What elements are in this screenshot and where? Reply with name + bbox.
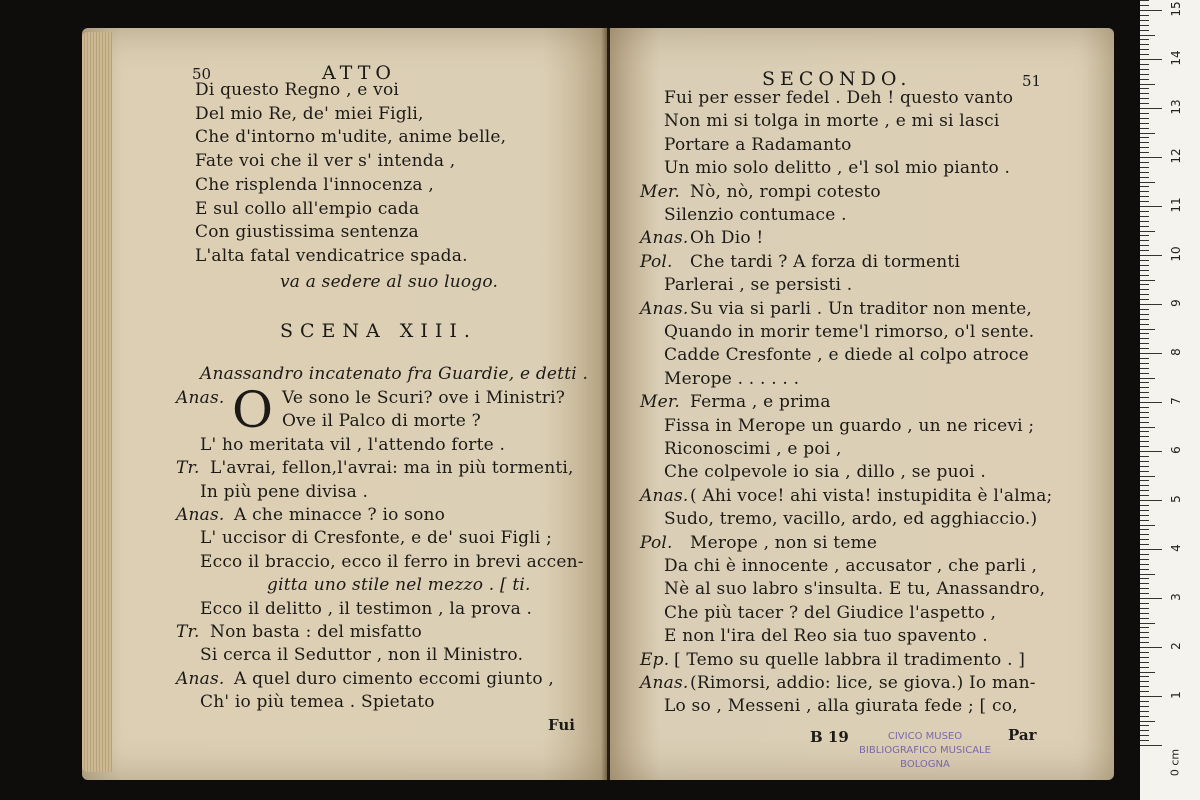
ruler-tick bbox=[1140, 686, 1149, 687]
ruler-number: 13 bbox=[1169, 99, 1183, 115]
ruler-tick bbox=[1140, 382, 1149, 383]
ruler-tick bbox=[1140, 39, 1149, 40]
ruler-tick bbox=[1140, 706, 1149, 707]
ruler-tick bbox=[1140, 304, 1162, 305]
speaker-label: Anas. bbox=[640, 673, 689, 693]
ruler-tick bbox=[1140, 88, 1149, 89]
ruler-tick bbox=[1140, 745, 1162, 746]
dialogue-line: Lo so , Messeni , alla giurata fede ; [ co, bbox=[664, 696, 1018, 717]
ruler-tick bbox=[1140, 637, 1149, 638]
open-book bbox=[82, 28, 1114, 780]
ruler-tick bbox=[1140, 206, 1162, 207]
verse-line: Fate voi che il ver s' intenda , bbox=[195, 151, 456, 172]
ruler-tick bbox=[1140, 735, 1149, 736]
ruler-tick bbox=[1140, 103, 1149, 104]
ruler-tick bbox=[1140, 721, 1155, 722]
ruler-tick bbox=[1140, 554, 1149, 555]
scene-cast: Anassandro incatenato fra Guardie, e detti . bbox=[200, 364, 589, 384]
dialogue-line: L' uccisor di Cresfonte, e de' suoi Figli ; bbox=[200, 528, 553, 549]
ruler-number: 5 bbox=[1169, 495, 1183, 503]
dialogue-line: A quel duro cimento eccomi giunto , bbox=[234, 668, 554, 689]
drop-cap: O bbox=[232, 381, 273, 439]
ruler-tick bbox=[1140, 427, 1155, 428]
ruler-tick bbox=[1140, 30, 1149, 31]
ruler-number: 11 bbox=[1169, 197, 1183, 213]
ruler-number: 2 bbox=[1169, 642, 1183, 650]
dialogue-line: Ove il Palco di morte ? bbox=[282, 411, 481, 432]
ruler-tick bbox=[1140, 417, 1149, 418]
ruler-tick bbox=[1140, 696, 1162, 697]
ruler-tick bbox=[1140, 657, 1149, 658]
ruler-tick bbox=[1140, 681, 1149, 682]
ruler-tick bbox=[1140, 407, 1149, 408]
ruler-tick bbox=[1140, 642, 1149, 643]
ruler-tick bbox=[1140, 711, 1149, 712]
ruler-tick bbox=[1140, 569, 1149, 570]
ruler-tick bbox=[1140, 216, 1149, 217]
ruler-tick bbox=[1140, 387, 1149, 388]
ruler-tick bbox=[1140, 245, 1149, 246]
speaker-label: Anas. bbox=[176, 388, 225, 408]
ruler-tick bbox=[1140, 466, 1149, 467]
ruler-tick bbox=[1140, 627, 1149, 628]
speaker-label: Mer. bbox=[640, 181, 680, 202]
dialogue-line: Non mi si tolga in morte , e mi si lasci bbox=[664, 111, 1000, 132]
dialogue-line: A che minacce ? io sono bbox=[234, 505, 446, 525]
ruler-tick bbox=[1140, 520, 1149, 521]
ruler-tick bbox=[1140, 15, 1149, 16]
dialogue-line: Fissa in Merope un guardo , un ne ricevi ; bbox=[664, 415, 1035, 436]
dialogue-line: Che tardi ? A forza di tormenti bbox=[690, 251, 961, 272]
ruler-tick bbox=[1140, 534, 1149, 535]
ruler-tick bbox=[1140, 588, 1149, 589]
ruler-tick bbox=[1140, 676, 1149, 677]
ruler-tick bbox=[1140, 182, 1155, 183]
ruler-tick bbox=[1140, 137, 1149, 138]
ruler-tick bbox=[1140, 44, 1149, 45]
ruler-tick bbox=[1140, 54, 1149, 55]
signature-mark: B 19 bbox=[810, 728, 849, 746]
left-page-number: 50 bbox=[192, 65, 212, 83]
ruler-number: 10 bbox=[1169, 246, 1183, 262]
ruler-tick bbox=[1140, 544, 1149, 545]
library-stamp bbox=[852, 730, 998, 772]
ruler-tick bbox=[1140, 59, 1162, 60]
ruler-tick bbox=[1140, 5, 1149, 6]
ruler-tick bbox=[1140, 133, 1155, 134]
dialogue-line: Ferma , e prima bbox=[690, 392, 831, 413]
dialogue-line: Ecco il delitto , il testimon , la prova . bbox=[200, 598, 533, 619]
speaker-label: Pol. bbox=[640, 251, 673, 272]
ruler-tick bbox=[1140, 613, 1149, 614]
ruler-number: 3 bbox=[1169, 593, 1183, 601]
ruler-tick bbox=[1140, 147, 1149, 148]
ruler-tick bbox=[1140, 667, 1149, 668]
right-catchword: Par bbox=[1008, 726, 1037, 744]
speaker-label: Anas. bbox=[176, 668, 225, 689]
ruler-tick bbox=[1140, 505, 1149, 506]
verse-line: E sul collo all'empio cada bbox=[195, 198, 420, 219]
ruler-tick bbox=[1140, 490, 1149, 491]
dialogue-line: Silenzio contumace . bbox=[664, 205, 847, 225]
speaker-label: Anas. bbox=[640, 298, 689, 319]
dialogue-line: Da chi è innocente , accusator , che parli , bbox=[664, 556, 1038, 576]
ruler-tick bbox=[1140, 221, 1149, 222]
ruler-tick bbox=[1140, 436, 1149, 437]
dialogue-line: Che colpevole io sia , dillo , se puoi . bbox=[664, 462, 987, 483]
ruler-tick bbox=[1140, 35, 1155, 36]
page-edges bbox=[82, 32, 112, 772]
ruler-tick bbox=[1140, 314, 1149, 315]
dialogue-line: Merope . . . . . . bbox=[664, 368, 800, 389]
ruler-tick bbox=[1140, 441, 1149, 442]
right-page-number: 51 bbox=[1022, 72, 1042, 90]
verse-line: Che d'intorno m'udite, anime belle, bbox=[195, 127, 507, 148]
ruler-tick bbox=[1140, 461, 1149, 462]
dialogue-line: Oh Dio ! bbox=[690, 228, 764, 249]
ruler-tick bbox=[1140, 162, 1149, 163]
ruler-tick bbox=[1140, 338, 1149, 339]
ruler-tick bbox=[1140, 177, 1149, 178]
ruler-tick bbox=[1140, 363, 1149, 364]
ruler-tick bbox=[1140, 353, 1162, 354]
ruler-tick bbox=[1140, 623, 1155, 624]
ruler-tick bbox=[1140, 593, 1149, 594]
ruler-tick bbox=[1140, 226, 1149, 227]
ruler-number: 15 bbox=[1169, 1, 1183, 17]
ruler-tick bbox=[1140, 495, 1149, 496]
speaker-label: Mer. bbox=[640, 392, 680, 413]
ruler-tick bbox=[1140, 578, 1149, 579]
dialogue-line: Su via si parli . Un traditor non mente, bbox=[690, 298, 1033, 319]
ruler-tick bbox=[1140, 618, 1149, 619]
verse-line: Di questo Regno , e voi bbox=[195, 80, 400, 100]
ruler-tick bbox=[1140, 231, 1155, 232]
ruler-tick bbox=[1140, 476, 1155, 477]
ruler-tick bbox=[1140, 647, 1162, 648]
ruler-tick bbox=[1140, 319, 1149, 320]
left-page bbox=[82, 28, 607, 780]
dialogue-line: Quando in morir teme'l rimorso, o'l sente. bbox=[664, 322, 1035, 342]
ruler-tick bbox=[1140, 480, 1149, 481]
dialogue-line: In più pene divisa . bbox=[200, 481, 369, 502]
ruler-tick bbox=[1140, 69, 1149, 70]
stamp-line-1: CIVICO MUSEO bbox=[887, 731, 963, 742]
speaker-label: Anas. bbox=[640, 228, 689, 249]
ruler-tick bbox=[1140, 515, 1149, 516]
ruler-tick bbox=[1140, 402, 1162, 403]
ruler-tick bbox=[1140, 446, 1149, 447]
ruler-tick bbox=[1140, 348, 1149, 349]
right-page bbox=[610, 28, 1114, 780]
ruler-tick bbox=[1140, 368, 1149, 369]
ruler-tick bbox=[1140, 632, 1149, 633]
dialogue-line: Parlerai , se persisti . bbox=[664, 275, 853, 296]
ruler-tick bbox=[1140, 378, 1155, 379]
verse-line: Con giustissima sentenza bbox=[195, 222, 419, 243]
ruler-tick bbox=[1140, 240, 1149, 241]
scene-title: SCENA XIII. bbox=[280, 320, 477, 342]
ruler-tick bbox=[1140, 725, 1149, 726]
ruler-tick bbox=[1140, 299, 1149, 300]
ruler-tick bbox=[1140, 583, 1149, 584]
stamp-line-2: BIBLIOGRAFICO MUSICALE bbox=[859, 745, 991, 756]
ruler-tick bbox=[1140, 525, 1155, 526]
ruler-tick bbox=[1140, 603, 1149, 604]
ruler-tick bbox=[1140, 691, 1149, 692]
ruler-unit-label: 0 cm bbox=[1168, 748, 1182, 777]
dialogue-line: E non l'ira del Reo sia tuo spavento . bbox=[664, 626, 988, 647]
ruler-tick bbox=[1140, 235, 1149, 236]
ruler-tick bbox=[1140, 324, 1149, 325]
ruler-tick bbox=[1140, 701, 1149, 702]
dialogue-line: Si cerca il Seduttor , non il Ministro. bbox=[200, 645, 524, 666]
ruler-tick bbox=[1140, 118, 1149, 119]
ruler-tick bbox=[1140, 211, 1149, 212]
ruler-tick bbox=[1140, 397, 1149, 398]
ruler-tick bbox=[1140, 412, 1149, 413]
ruler-tick bbox=[1140, 280, 1155, 281]
speaker-label: Anas. bbox=[640, 485, 689, 506]
ruler-tick bbox=[1140, 608, 1149, 609]
ruler-tick bbox=[1140, 250, 1149, 251]
ruler-tick bbox=[1140, 157, 1162, 158]
dialogue-line: L' ho meritata vil , l'attendo forte . bbox=[200, 434, 506, 455]
ruler-number: 7 bbox=[1169, 397, 1183, 405]
ruler-tick bbox=[1140, 500, 1162, 501]
ruler-tick bbox=[1140, 373, 1149, 374]
verse-line: Che risplenda l'innocenza , bbox=[195, 174, 434, 195]
ruler-tick bbox=[1140, 64, 1149, 65]
ruler-tick bbox=[1140, 539, 1149, 540]
ruler-number: 4 bbox=[1169, 544, 1183, 552]
ruler-number: 8 bbox=[1169, 348, 1183, 356]
dialogue-line: Riconoscimi , e poi , bbox=[664, 439, 842, 459]
ruler-number: 14 bbox=[1169, 50, 1183, 66]
speaker-label: Tr. bbox=[176, 458, 200, 479]
ruler-tick bbox=[1140, 730, 1149, 731]
ruler-tick bbox=[1140, 343, 1149, 344]
speaker-label: Pol. bbox=[640, 532, 673, 553]
ruler-tick bbox=[1140, 309, 1149, 310]
dialogue-line: Nè al suo labro s'insulta. E tu, Anassandro, bbox=[664, 579, 1046, 600]
ruler-tick bbox=[1140, 123, 1149, 124]
ruler-tick bbox=[1140, 333, 1149, 334]
stamp-line-3: BOLOGNA bbox=[900, 759, 950, 770]
dialogue-line: Che più tacer ? del Giudice l'aspetto , bbox=[664, 602, 997, 623]
dialogue-line: Cadde Cresfonte , e diede al colpo atroce bbox=[664, 345, 1029, 366]
ruler-number: 6 bbox=[1169, 446, 1183, 454]
ruler-tick bbox=[1140, 113, 1149, 114]
dialogue-line: ( Ahi voce! ahi vista! instupidita è l'alma; bbox=[690, 485, 1053, 506]
dialogue-line: gitta uno stile nel mezzo . [ ti. bbox=[267, 575, 531, 596]
ruler-tick bbox=[1140, 74, 1149, 75]
ruler-tick bbox=[1140, 172, 1149, 173]
ruler-tick bbox=[1140, 510, 1149, 511]
dialogue-line: Nò, nò, rompi cotesto bbox=[690, 181, 881, 202]
ruler-tick bbox=[1140, 265, 1149, 266]
dialogue-line: Fui per esser fedel . Deh ! questo vanto bbox=[664, 88, 1014, 108]
ruler-tick bbox=[1140, 79, 1149, 80]
ruler-tick bbox=[1140, 456, 1149, 457]
ruler-tick bbox=[1140, 392, 1149, 393]
dialogue-line: Merope , non si teme bbox=[690, 532, 878, 553]
ruler-tick bbox=[1140, 20, 1149, 21]
ruler-tick bbox=[1140, 598, 1162, 599]
ruler-tick bbox=[1140, 167, 1149, 168]
dialogue-line: Non basta : del misfatto bbox=[210, 622, 422, 642]
ruler-tick bbox=[1140, 128, 1149, 129]
ruler-tick bbox=[1140, 289, 1149, 290]
ruler-tick bbox=[1140, 549, 1162, 550]
left-running-header: ATTO bbox=[322, 62, 396, 84]
ruler-tick bbox=[1140, 255, 1162, 256]
dialogue-line: Ecco il braccio, ecco il ferro in brevi accen- bbox=[200, 551, 584, 572]
dialogue-line: Un mio solo delitto , e'l sol mio pianto . bbox=[664, 158, 1011, 179]
dialogue-line: L'avrai, fellon,l'avrai: ma in più tormenti, bbox=[210, 458, 574, 479]
ruler-tick bbox=[1140, 10, 1162, 11]
ruler-tick bbox=[1140, 191, 1149, 192]
ruler-tick bbox=[1140, 740, 1149, 741]
dialogue-line: Ve sono le Scuri? ove i Ministri? bbox=[282, 388, 566, 408]
dialogue-line: Ch' io più temea . Spietato bbox=[200, 692, 435, 713]
stage-direction: va a sedere al suo luogo. bbox=[280, 272, 499, 292]
ruler-tick bbox=[1140, 284, 1149, 285]
ruler-tick bbox=[1140, 93, 1149, 94]
ruler-number: 1 bbox=[1169, 691, 1183, 699]
right-running-header: SECONDO. bbox=[762, 68, 912, 90]
ruler-number: 12 bbox=[1169, 148, 1183, 164]
ruler-tick bbox=[1140, 0, 1149, 1]
ruler-tick bbox=[1140, 485, 1149, 486]
ruler-tick bbox=[1140, 196, 1149, 197]
speaker-label: Ep. bbox=[640, 649, 670, 670]
verse-line: L'alta fatal vendicatrice spada. bbox=[195, 245, 468, 266]
ruler-tick bbox=[1140, 260, 1149, 261]
ruler-tick bbox=[1140, 529, 1149, 530]
ruler-tick bbox=[1140, 564, 1149, 565]
ruler-tick bbox=[1140, 662, 1149, 663]
dialogue-line: Sudo, tremo, vacillo, ardo, ed agghiaccio.) bbox=[664, 509, 1038, 530]
ruler-tick bbox=[1140, 108, 1162, 109]
ruler-tick bbox=[1140, 201, 1149, 202]
ruler-tick bbox=[1140, 275, 1149, 276]
ruler-number: 9 bbox=[1169, 299, 1183, 307]
ruler-tick bbox=[1140, 25, 1149, 26]
ruler-tick bbox=[1140, 142, 1149, 143]
ruler-tick bbox=[1140, 451, 1162, 452]
dialogue-line: [ Temo su quelle labbra il tradimento . ] bbox=[674, 649, 1026, 670]
ruler-tick bbox=[1140, 186, 1149, 187]
ruler-tick bbox=[1140, 358, 1149, 359]
speaker-label: Tr. bbox=[176, 622, 200, 642]
ruler-tick bbox=[1140, 294, 1149, 295]
ruler-tick bbox=[1140, 652, 1149, 653]
scale-ruler bbox=[1140, 0, 1200, 800]
ruler-tick bbox=[1140, 329, 1155, 330]
dialogue-line: Portare a Radamanto bbox=[664, 134, 852, 155]
ruler-tick bbox=[1140, 574, 1155, 575]
ruler-tick bbox=[1140, 84, 1155, 85]
ruler-tick bbox=[1140, 152, 1149, 153]
ruler-tick bbox=[1140, 98, 1149, 99]
left-catchword: Fui bbox=[548, 716, 575, 734]
ruler-tick bbox=[1140, 716, 1149, 717]
ruler-tick bbox=[1140, 559, 1149, 560]
ruler-tick bbox=[1140, 422, 1149, 423]
verse-line: Del mio Re, de' miei Figli, bbox=[195, 103, 424, 124]
dialogue-line: (Rimorsi, addio: lice, se giova.) Io man- bbox=[690, 673, 1036, 693]
ruler-tick bbox=[1140, 431, 1149, 432]
speaker-label: Anas. bbox=[176, 505, 225, 525]
ruler-tick bbox=[1140, 49, 1149, 50]
ruler-tick bbox=[1140, 471, 1149, 472]
ruler-tick bbox=[1140, 672, 1155, 673]
ruler-tick bbox=[1140, 270, 1149, 271]
